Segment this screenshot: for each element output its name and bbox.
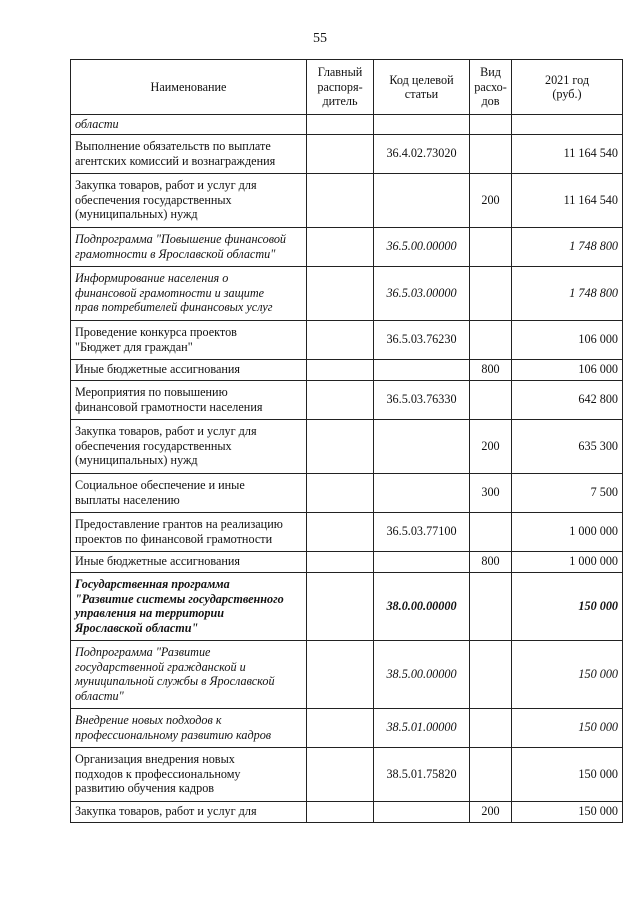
table-row — [71, 115, 623, 135]
header-type: Вид расхо- дов — [470, 60, 512, 115]
cell-amount: 150 000 — [512, 572, 623, 640]
cell-type: 200 — [470, 173, 512, 227]
table-row — [71, 359, 623, 380]
cell-code: 36.4.02.73020 — [374, 134, 470, 173]
cell-code — [374, 115, 470, 135]
cell-type: 300 — [470, 473, 512, 512]
cell-manager — [307, 512, 374, 551]
cell-amount: 11 164 540 — [512, 173, 623, 227]
header-year: 2021 год (руб.) — [512, 60, 623, 115]
table-row — [71, 266, 623, 320]
cell-type: 200 — [470, 801, 512, 822]
cell-code — [374, 473, 470, 512]
cell-name: Иные бюджетные ассигнования — [71, 551, 307, 572]
cell-type — [470, 640, 512, 708]
cell-name: Информирование населения о финансовой грамотности и защите прав потребителей финансовых услуг — [71, 266, 307, 320]
cell-name: Предоставление грантов на реализацию проектов по финансовой грамотности — [71, 512, 307, 551]
cell-type — [470, 512, 512, 551]
cell-code — [374, 173, 470, 227]
cell-manager — [307, 708, 374, 747]
cell-manager — [307, 320, 374, 359]
cell-manager — [307, 134, 374, 173]
cell-name: Подпрограмма "Повышение финансовой грамотности в Ярославской области" — [71, 227, 307, 266]
cell-name: Закупка товаров, работ и услуг для обеспечения государственных (муниципальных) нужд — [71, 173, 307, 227]
cell-type — [470, 320, 512, 359]
cell-code: 38.5.01.00000 — [374, 708, 470, 747]
cell-amount: 150 000 — [512, 640, 623, 708]
cell-manager — [307, 380, 374, 419]
cell-type — [470, 572, 512, 640]
cell-type — [470, 227, 512, 266]
table-row — [71, 512, 623, 551]
cell-manager — [307, 473, 374, 512]
table-row — [71, 572, 623, 640]
cell-code: 36.5.03.77100 — [374, 512, 470, 551]
table-row — [71, 551, 623, 572]
cell-name: Проведение конкурса проектов "Бюджет для граждан" — [71, 320, 307, 359]
cell-amount: 11 164 540 — [512, 134, 623, 173]
table-row — [71, 173, 623, 227]
cell-name: Закупка товаров, работ и услуг для — [71, 801, 307, 822]
cell-name: Государственная программа "Развитие системы государственного управления на территории Ярославской области" — [71, 572, 307, 640]
cell-name: Иные бюджетные ассигнования — [71, 359, 307, 380]
cell-type — [470, 708, 512, 747]
cell-amount: 150 000 — [512, 747, 623, 801]
page-number: 55 — [313, 31, 327, 46]
table-row — [71, 473, 623, 512]
cell-manager — [307, 359, 374, 380]
cell-amount: 642 800 — [512, 380, 623, 419]
cell-amount: 150 000 — [512, 801, 623, 822]
table-row — [71, 380, 623, 419]
cell-amount — [512, 115, 623, 135]
table-header-row — [71, 60, 623, 115]
cell-name: Мероприятия по повышению финансовой грамотности населения — [71, 380, 307, 419]
cell-name: Внедрение новых подходов к профессиональному развитию кадров — [71, 708, 307, 747]
cell-type: 200 — [470, 419, 512, 473]
cell-name: области — [71, 115, 307, 135]
cell-manager — [307, 266, 374, 320]
cell-name: Закупка товаров, работ и услуг для обеспечения государственных (муниципальных) нужд — [71, 419, 307, 473]
cell-manager — [307, 551, 374, 572]
table-row — [71, 419, 623, 473]
cell-manager — [307, 227, 374, 266]
cell-amount: 1 748 800 — [512, 266, 623, 320]
cell-code: 38.0.00.00000 — [374, 572, 470, 640]
cell-amount: 150 000 — [512, 708, 623, 747]
cell-amount: 106 000 — [512, 320, 623, 359]
cell-code: 36.5.03.76230 — [374, 320, 470, 359]
cell-manager — [307, 115, 374, 135]
cell-name: Подпрограмма "Развитие государственной гражданской и муниципальной службы в Ярославской области" — [71, 640, 307, 708]
cell-name: Социальное обеспечение и иные выплаты населению — [71, 473, 307, 512]
cell-code: 36.5.03.76330 — [374, 380, 470, 419]
cell-code: 38.5.01.75820 — [374, 747, 470, 801]
cell-type — [470, 380, 512, 419]
cell-type: 800 — [470, 359, 512, 380]
table-row — [71, 747, 623, 801]
cell-manager — [307, 801, 374, 822]
cell-code — [374, 551, 470, 572]
cell-amount: 1 000 000 — [512, 512, 623, 551]
header-code: Код целевой статьи — [374, 60, 470, 115]
cell-type — [470, 115, 512, 135]
cell-code: 38.5.00.00000 — [374, 640, 470, 708]
cell-type — [470, 134, 512, 173]
cell-manager — [307, 419, 374, 473]
cell-amount: 1 748 800 — [512, 227, 623, 266]
cell-amount: 1 000 000 — [512, 551, 623, 572]
cell-manager — [307, 640, 374, 708]
table-row — [71, 708, 623, 747]
cell-type: 800 — [470, 551, 512, 572]
table-row — [71, 227, 623, 266]
cell-amount: 106 000 — [512, 359, 623, 380]
cell-code — [374, 801, 470, 822]
cell-name: Выполнение обязательств по выплате агентских комиссий и вознаграждения — [71, 134, 307, 173]
header-name: Наименование — [71, 60, 307, 115]
table-row — [71, 134, 623, 173]
header-manager: Главный распоря- дитель — [307, 60, 374, 115]
cell-manager — [307, 173, 374, 227]
cell-amount: 7 500 — [512, 473, 623, 512]
cell-amount: 635 300 — [512, 419, 623, 473]
table-row — [71, 801, 623, 822]
cell-code: 36.5.03.00000 — [374, 266, 470, 320]
cell-code: 36.5.00.00000 — [374, 227, 470, 266]
table-row — [71, 320, 623, 359]
cell-code — [374, 359, 470, 380]
table-row — [71, 640, 623, 708]
cell-type — [470, 266, 512, 320]
cell-name: Организация внедрения новых подходов к профессиональному развитию обучения кадров — [71, 747, 307, 801]
cell-type — [470, 747, 512, 801]
cell-code — [374, 419, 470, 473]
cell-manager — [307, 572, 374, 640]
budget-table — [70, 59, 623, 823]
cell-manager — [307, 747, 374, 801]
